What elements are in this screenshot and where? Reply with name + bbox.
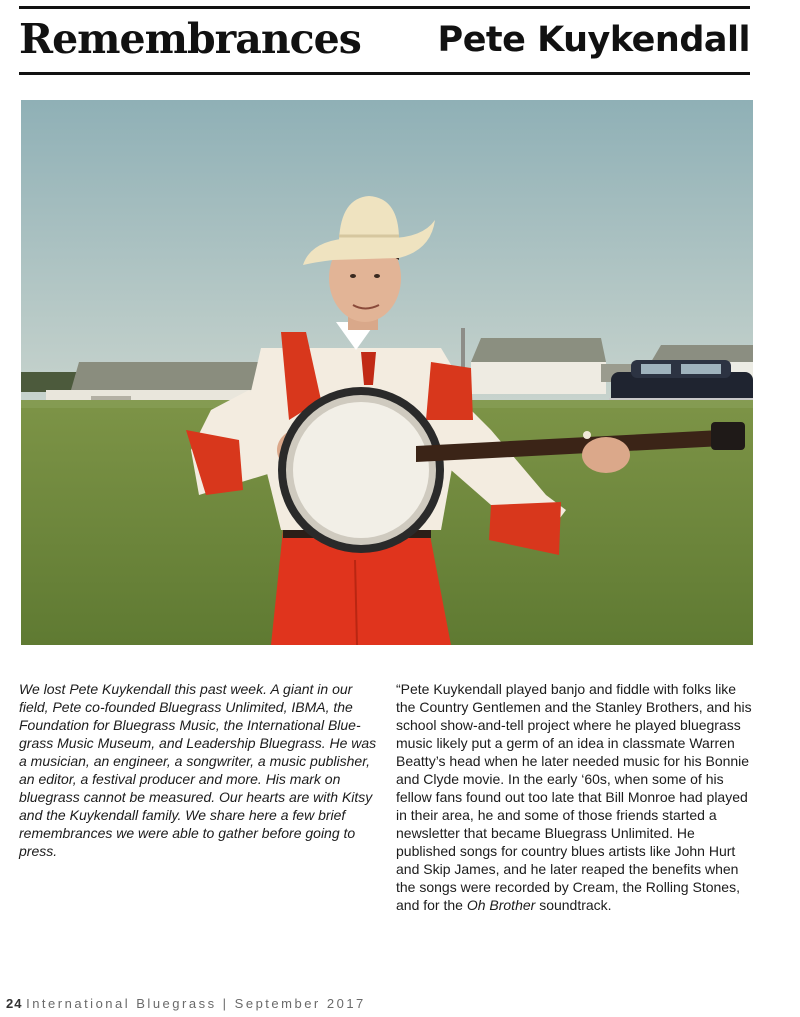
quote-text-before: “Pete Kuykendall played banjo and fiddle with folks like the Country Gentlemen and the Stanley Brothers, and his school show-and-tell project where he played bluegrass music likely put a germ of an idea in classmate Warren Beatty’s head when he later needed music for his Bonnie and Clyde movie. In the early ‘60s, when some of his fellow fans found out too late that Bill Monroe had played in their area, he and some of those friends started a newsletter that became Bluegrass Unlimited. He published songs for country blues artists like John Hurt and Skip James, and he later reaped the benefits when the songs were recorded by Cream, the Rolling Stones, and for the	[396, 681, 752, 913]
quote-emphasis: Oh Brother	[466, 897, 536, 913]
banjo-player-illustration	[21, 100, 753, 645]
page-footer	[6, 996, 366, 1011]
subject-name: Pete Kuykendall	[437, 20, 750, 60]
portrait-photo	[21, 100, 753, 645]
header-top-rule	[19, 6, 750, 9]
intro-text: We lost Pete Kuykendall this past week. A giant in our field, Pete co-founded Bluegrass Unlimited, IBMA, the Foundation for Bluegrass Music, the International Blue-grass Music Museum, and Leadership Bluegrass. He was a musician, an engineer, a songwriter, a music publisher, an editor, a festival producer and more. His mark on bluegrass cannot be measured. Our hearts are with Kitsy and the Kuykendall family. We share here a few brief remembrances we were able to gather before going to press.	[19, 681, 377, 859]
quote-column	[396, 680, 758, 914]
page-number: 24	[6, 996, 23, 1011]
publication-line: International Bluegrass | September 2017	[26, 996, 366, 1011]
section-title: Remembrances	[19, 15, 361, 63]
quote-paragraph	[396, 680, 758, 914]
header-bottom-rule	[19, 72, 750, 75]
quote-text-after: soundtrack.	[535, 897, 612, 913]
intro-column	[19, 680, 381, 860]
